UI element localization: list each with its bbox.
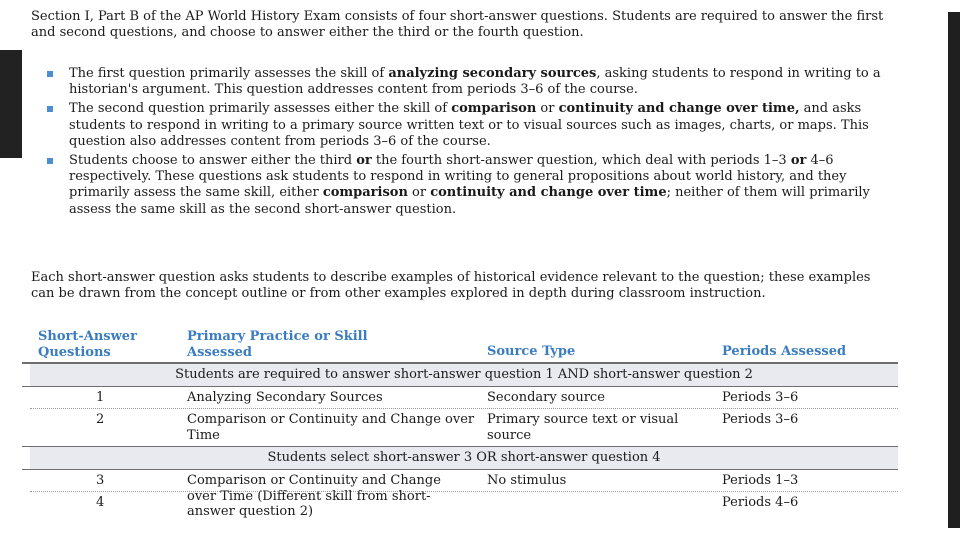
left-accent-bar (0, 50, 22, 158)
text-run-2: the fourth short-answer question, which deal with periods 1–3 (371, 153, 791, 169)
document-page (22, 0, 948, 540)
bullet-item-2 (31, 101, 897, 150)
row2-number: 2 (96, 412, 105, 427)
bold-run-3: continuity and change over time, (558, 101, 800, 117)
row4-number: 4 (96, 495, 105, 510)
row1-skill: Analyzing Secondary Sources (187, 390, 383, 405)
row4-periods: Periods 4–6 (722, 495, 799, 510)
header-short-answer-questions: Short-Answer Questions (38, 329, 137, 360)
header-periods-assessed: Periods Assessed (722, 344, 847, 359)
row1-source: Secondary source (487, 390, 605, 405)
group-row-select: Students select short-answer 3 OR short-answer question 4 (30, 447, 898, 469)
text-run-4: and asks students to respond in writing to a primary source written text or to visual sources such as images, charts, or maps. This question also addresses content from periods 3–6 of the course. (69, 101, 869, 149)
row2-skill: Comparison or Continuity and Change over Time (187, 412, 475, 443)
header-skill-assessed: Primary Practice or Skill Assessed (187, 329, 368, 360)
text-run-0: Students choose to answer either the third (69, 153, 357, 169)
left-accent-white (0, 0, 22, 50)
row-divider-3 (30, 491, 898, 492)
row3-periods: Periods 1–3 (722, 473, 799, 488)
group-row-rule-3 (22, 469, 898, 470)
summary-paragraph: Each short-answer question asks students to describe examples of historical evidence relevant to the question; these examples can be drawn from the concept outline or from other examples explored in depth during classroom instruction. (31, 270, 871, 302)
row-divider-1 (30, 408, 898, 409)
text-run-0: The first question primarily assesses the skill of (69, 66, 389, 81)
row1-number: 1 (96, 390, 105, 405)
bold-run-1: comparison (451, 101, 537, 117)
row2-source: Primary source text or visual source (487, 412, 679, 443)
question-bullet-list (31, 66, 897, 221)
right-accent-bar (948, 12, 960, 528)
text-run-4: 4–6 respectively. These questions ask students to respond in writing to general propositions about world history, and they primarily assess the same skill, either (69, 153, 847, 201)
bold-run-1: or (356, 153, 372, 169)
group-row-rule-1 (22, 386, 898, 387)
intro-paragraph: Section I, Part B of the AP World History Exam consists of four short-answer questions. Students are required to answer the first and second questions, and choose to answer either the third or the fourth question. (31, 9, 884, 41)
text-run-2: or (536, 101, 559, 117)
text-run-2: , asking students to respond in writing to a historian's argument. This question addresses content from periods 3–6 of the course. (69, 66, 881, 98)
bold-run-1: analyzing secondary sources (388, 66, 597, 81)
group-row-required: Students are required to answer short-answer question 1 AND short-answer question 2 (30, 364, 898, 386)
bold-run-7: continuity and change over time (430, 185, 667, 201)
text-run-8: ; neither of them will primarily assess the same skill as the second short-answer question. (69, 185, 870, 217)
text-run-0: The second question primarily assesses either the skill of (69, 101, 452, 117)
row1-periods: Periods 3–6 (722, 390, 799, 405)
row2-periods: Periods 3–6 (722, 412, 799, 427)
bold-run-5: comparison (322, 185, 408, 201)
header-source-type: Source Type (487, 344, 576, 359)
bullet-item-1 (31, 66, 897, 98)
text-run-6: or (407, 185, 431, 201)
bullet-item-3 (31, 153, 897, 218)
row3-4-shared-skill: Comparison or Continuity and Change over Time (Different skill from short-answer question 2) (187, 473, 441, 519)
row3-source: No stimulus (487, 473, 567, 488)
row3-number: 3 (96, 473, 105, 488)
bold-run-3: or (790, 153, 807, 169)
